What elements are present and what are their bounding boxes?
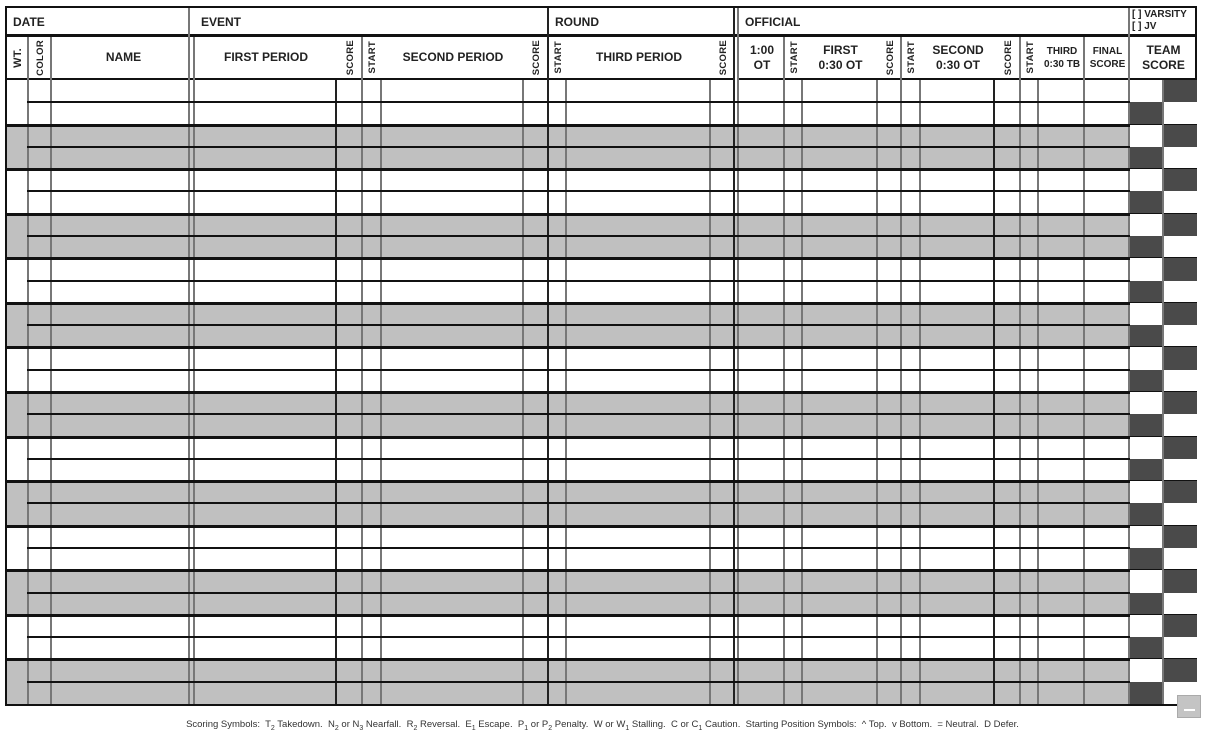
col-color: COLOR: [29, 37, 52, 80]
team-score-shaded-cell[interactable]: [1130, 459, 1163, 481]
bout-divider: [7, 346, 1197, 349]
team-score-cell[interactable]: [1164, 548, 1197, 570]
team-score-shaded-cell[interactable]: [1130, 191, 1163, 213]
divider-date-event: [188, 8, 190, 704]
bout-divider: [7, 480, 1197, 483]
bout-divider: [7, 614, 1197, 617]
bout-divider: [7, 257, 1197, 260]
col-start-ot1: START: [785, 37, 803, 80]
team-score-cell[interactable]: [1164, 281, 1197, 303]
position-prefix: Starting Position Symbols:: [745, 719, 857, 730]
scoring-prefix: Scoring Symbols:: [186, 719, 260, 730]
team-score-shaded-cell[interactable]: [1164, 347, 1197, 369]
team-score-cell[interactable]: [1130, 347, 1163, 369]
level-selector: [1130, 8, 1197, 37]
team-score-shaded-cell[interactable]: [1130, 503, 1163, 525]
team-score-shaded-cell[interactable]: [1164, 437, 1197, 459]
team-score-cell[interactable]: [1164, 503, 1197, 525]
team-score-cell[interactable]: [1164, 459, 1197, 481]
col-score-ot1: SCORE: [878, 37, 902, 80]
bout-divider: [7, 436, 1197, 439]
col-first-ot: FIRST 0:30 OT: [803, 37, 878, 80]
team-score-cell[interactable]: [1164, 370, 1197, 392]
col-start-2: START: [363, 37, 382, 80]
col-name: NAME: [52, 37, 195, 80]
col-wt: WT.: [7, 37, 29, 80]
team-score-cell[interactable]: [1130, 258, 1163, 280]
wrestler-divider: [27, 235, 1197, 237]
team-score-shaded-cell[interactable]: [1164, 258, 1197, 280]
minimize-button[interactable]: [1177, 695, 1201, 718]
team-score-shaded-cell[interactable]: [1130, 325, 1163, 347]
team-score-shaded-cell[interactable]: [1164, 526, 1197, 548]
team-score-cell[interactable]: [1130, 481, 1163, 503]
col-first-period: FIRST PERIOD: [195, 37, 337, 80]
team-score-cell[interactable]: [1164, 102, 1197, 124]
divider-round-official-a: [733, 8, 735, 704]
date-field[interactable]: [7, 8, 195, 37]
bout-divider: [7, 658, 1197, 661]
team-score-cell[interactable]: [1130, 303, 1163, 325]
team-score-cell[interactable]: [1130, 526, 1163, 548]
bout-divider: [7, 124, 1197, 127]
team-score-shaded-cell[interactable]: [1130, 102, 1163, 124]
wrestler-divider: [27, 592, 1197, 594]
col-score-2: SCORE: [524, 37, 549, 80]
col-start-3: START: [549, 37, 567, 80]
team-score-cell[interactable]: [1130, 570, 1163, 592]
col-start-ot2: START: [902, 37, 921, 80]
team-score-shaded-cell[interactable]: [1164, 481, 1197, 503]
team-score-cell[interactable]: [1164, 191, 1197, 213]
team-score-cell[interactable]: [1130, 659, 1163, 681]
scoring-legend: [0, 719, 1205, 732]
team-score-shaded-cell[interactable]: [1130, 370, 1163, 392]
wrestler-divider: [27, 280, 1197, 282]
wrestler-divider: [27, 324, 1197, 326]
scoring-symbol: $E_1$ Escape.: [465, 719, 513, 732]
team-score-shaded-cell[interactable]: [1164, 303, 1197, 325]
divider-round-official-b: [737, 8, 739, 704]
minus-icon: [1184, 709, 1195, 711]
wrestler-divider: [27, 547, 1197, 549]
wrestling-scoresheet: [5, 6, 1197, 706]
team-score-cell[interactable]: [1130, 169, 1163, 191]
team-score-divider: [1162, 80, 1164, 704]
col-second-period: SECOND PERIOD: [382, 37, 524, 80]
bout-divider: [7, 302, 1197, 305]
col-score-3: SCORE: [711, 37, 735, 80]
team-score-shaded-cell[interactable]: [1164, 169, 1197, 191]
team-score-shaded-cell[interactable]: [1130, 147, 1163, 169]
col-third-period: THIRD PERIOD: [567, 37, 711, 80]
team-score-shaded-cell[interactable]: [1130, 548, 1163, 570]
date-label: DATE: [13, 15, 45, 29]
col-score-1: SCORE: [337, 37, 363, 80]
col-ot-1min: 1:00 OT: [739, 37, 785, 80]
team-score-cell[interactable]: [1130, 392, 1163, 414]
wrestler-divider: [27, 502, 1197, 504]
bout-divider: [7, 391, 1197, 394]
event-field[interactable]: [195, 8, 549, 37]
wrestler-divider: [27, 146, 1197, 148]
bout-divider: [7, 168, 1197, 171]
official-label: OFFICIAL: [745, 15, 801, 29]
team-score-shaded-cell[interactable]: [1130, 637, 1163, 659]
team-score-shaded-cell[interactable]: [1164, 125, 1197, 147]
jv-checkbox[interactable]: [ ] JV: [1132, 21, 1157, 32]
scoring-symbol: $R_2$ Reversal.: [406, 719, 461, 732]
scoring-symbol: C or $C_1$ Caution.: [670, 719, 741, 732]
scoring-symbol: W or $W_1$ Stalling.: [593, 719, 666, 732]
divider-event-round: [547, 8, 549, 704]
wrestler-divider: [27, 681, 1197, 683]
team-score-shaded-cell[interactable]: [1164, 214, 1197, 236]
team-score-cell[interactable]: [1164, 637, 1197, 659]
bout-divider: [7, 569, 1197, 572]
varsity-checkbox[interactable]: [ ] VARSITY: [1132, 9, 1187, 20]
team-score-cell[interactable]: [1164, 593, 1197, 615]
team-score-cell[interactable]: [1164, 147, 1197, 169]
team-score-shaded-cell[interactable]: [1130, 236, 1163, 258]
team-score-cell[interactable]: [1164, 414, 1197, 436]
team-score-shaded-cell[interactable]: [1130, 682, 1163, 704]
team-score-cell[interactable]: [1130, 80, 1163, 102]
col-final-score: FINAL SCORE: [1085, 37, 1130, 80]
team-score-cell[interactable]: [1130, 125, 1163, 147]
team-score-shaded-cell[interactable]: [1164, 80, 1197, 102]
wrestler-divider: [27, 636, 1197, 638]
wrestler-divider: [27, 413, 1197, 415]
team-score-shaded-cell[interactable]: [1164, 659, 1197, 681]
team-score-cell[interactable]: [1130, 214, 1163, 236]
wrestler-divider: [27, 101, 1197, 103]
col-team-score: TEAM SCORE: [1130, 37, 1197, 80]
team-score-shaded-cell[interactable]: [1164, 570, 1197, 592]
team-score-shaded-cell[interactable]: [1164, 615, 1197, 637]
position-symbols: ^ Top. v Bottom. = Neutral. D Defer.: [861, 719, 1019, 730]
col-second-ot: SECOND 0:30 OT: [921, 37, 995, 80]
official-field[interactable]: [739, 8, 1130, 37]
wrestler-divider: [27, 190, 1197, 192]
team-score-shaded-cell[interactable]: [1164, 392, 1197, 414]
round-label: ROUND: [555, 15, 599, 29]
round-field[interactable]: [549, 8, 737, 37]
wrestler-divider: [27, 369, 1197, 371]
scoring-symbol: $N_2$ or $N_3$ Nearfall.: [327, 719, 402, 732]
col-start-tb: START: [1021, 37, 1039, 80]
bout-divider: [7, 525, 1197, 528]
wrestler-divider: [27, 458, 1197, 460]
team-score-cell[interactable]: [1130, 437, 1163, 459]
scoring-symbol: $T_2$ Takedown.: [265, 719, 323, 732]
col-score-ot2: SCORE: [995, 37, 1021, 80]
team-score-cell[interactable]: [1130, 615, 1163, 637]
col-third-tb: THIRD 0:30 TB: [1039, 37, 1085, 80]
scoring-symbol: $P_1$ or $P_2$ Penalty.: [517, 719, 589, 732]
bout-divider: [7, 213, 1197, 216]
team-score-shaded-cell[interactable]: [1130, 593, 1163, 615]
team-score-cell[interactable]: [1164, 325, 1197, 347]
team-score-shaded-cell[interactable]: [1130, 281, 1163, 303]
team-score-cell[interactable]: [1164, 236, 1197, 258]
team-score-shaded-cell[interactable]: [1130, 414, 1163, 436]
event-label: EVENT: [201, 15, 242, 29]
